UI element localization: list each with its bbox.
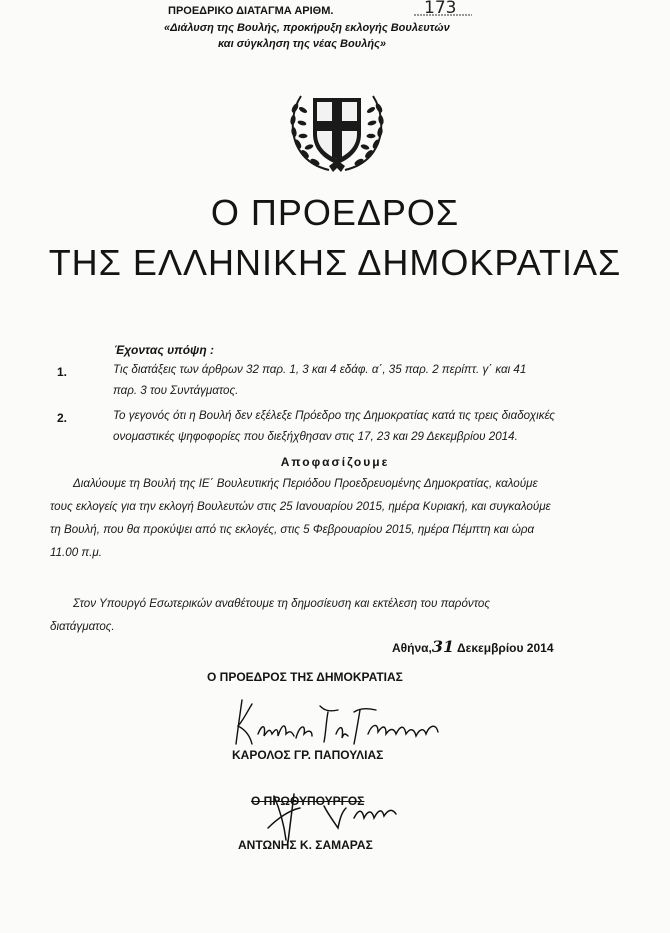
decree-subject-line2: και σύγκληση της νέας Βουλής» [218,38,387,50]
decision-para1-line2: τους εκλογείς για την εκλογή Βουλευτών στις 25 Ιανουαρίου 2015, ημέρα Κυριακή, και συγκαλούμε [50,500,551,513]
decree-number-underline [414,12,472,18]
item-2-number: 2. [57,411,68,425]
decree-label: ΠΡΟΕΔΡΙΚΟ ΔΙΑΤΑΓΜΑ ΑΡΙΘΜ. [168,5,334,17]
considering-heading: Έχοντας υπόψη : [114,343,214,357]
president-name: ΚΑΡΟΛΟΣ ΓΡ. ΠΑΠΟΥΛΙΑΣ [232,748,384,762]
item-2-line2: ονομαστικές ψηφοφορίες που διεξήχθησαν στις 17, 23 και 29 Δεκεμβρίου 2014. [113,430,518,443]
decision-para1-line1: Διαλύουμε τη Βουλή της ΙΕ΄ Βουλευτικής Περιόδου Προεδρευομένης Δημοκρατίας, καλούμε [73,477,538,490]
decision-para1-line4: 11.00 π.μ. [50,546,102,559]
date-place: Αθήνα, [392,641,432,655]
date-month-year: Δεκεμβρίου 2014 [457,641,554,655]
item-1-line1: Τις διατάξεις των άρθρων 32 παρ. 1, 3 και 4 εδάφ. α΄, 35 παρ. 2 περίπτ. γ΄ και 41 [113,363,527,376]
pm-name: ΑΝΤΩΝΗΣ Κ. ΣΑΜΑΡΑΣ [238,838,373,852]
title-line2: ΤΗΣ ΕΛΛΗΝΙΚΗΣ ΔΗΜΟΚΡΑΤΙΑΣ [48,242,622,283]
decree-label-line [168,5,333,17]
president-title: Ο ΠΡΟΕΔΡΟΣ ΤΗΣ ΔΗΜΟΚΡΑΤΙΑΣ [207,670,403,684]
president-signature [228,694,448,752]
date-day: 31 [431,637,455,656]
decree-number: 173 [424,0,457,18]
decision-heading: Αποφασίζουμε [280,455,390,469]
title-line1: Ο ΠΡΟΕΔΡΟΣ [210,192,460,233]
date-line [392,637,554,656]
pm-title: Ο ΠΡΩΘΥΠΟΥΡΓΟΣ [251,794,365,808]
decision-para1-line3: τη Βουλή, που θα προκύψει από τις εκλογές, στις 5 Φεβρουαρίου 2015, ημέρα Πέμπτη και ώρα [50,523,535,536]
item-1-number: 1. [57,365,68,379]
decree-subject-line1: «Διάλυση της Βουλής, προκήρυξη εκλογής Βουλευτών [164,22,450,34]
decision-para2-line1: Στον Υπουργό Εσωτερικών αναθέτουμε τη δημοσίευση και εκτέλεση του παρόντος [73,597,490,610]
item-2-line1: Το γεγονός ότι η Βουλή δεν εξέλεξε Πρόεδρο της Δημοκρατίας κατά τις τρεις διαδοχικές [113,409,555,422]
coat-of-arms-icon [285,90,389,174]
decision-para2-line2: διατάγματος. [50,620,115,633]
item-1-line2: παρ. 3 του Συντάγματος. [113,384,239,397]
